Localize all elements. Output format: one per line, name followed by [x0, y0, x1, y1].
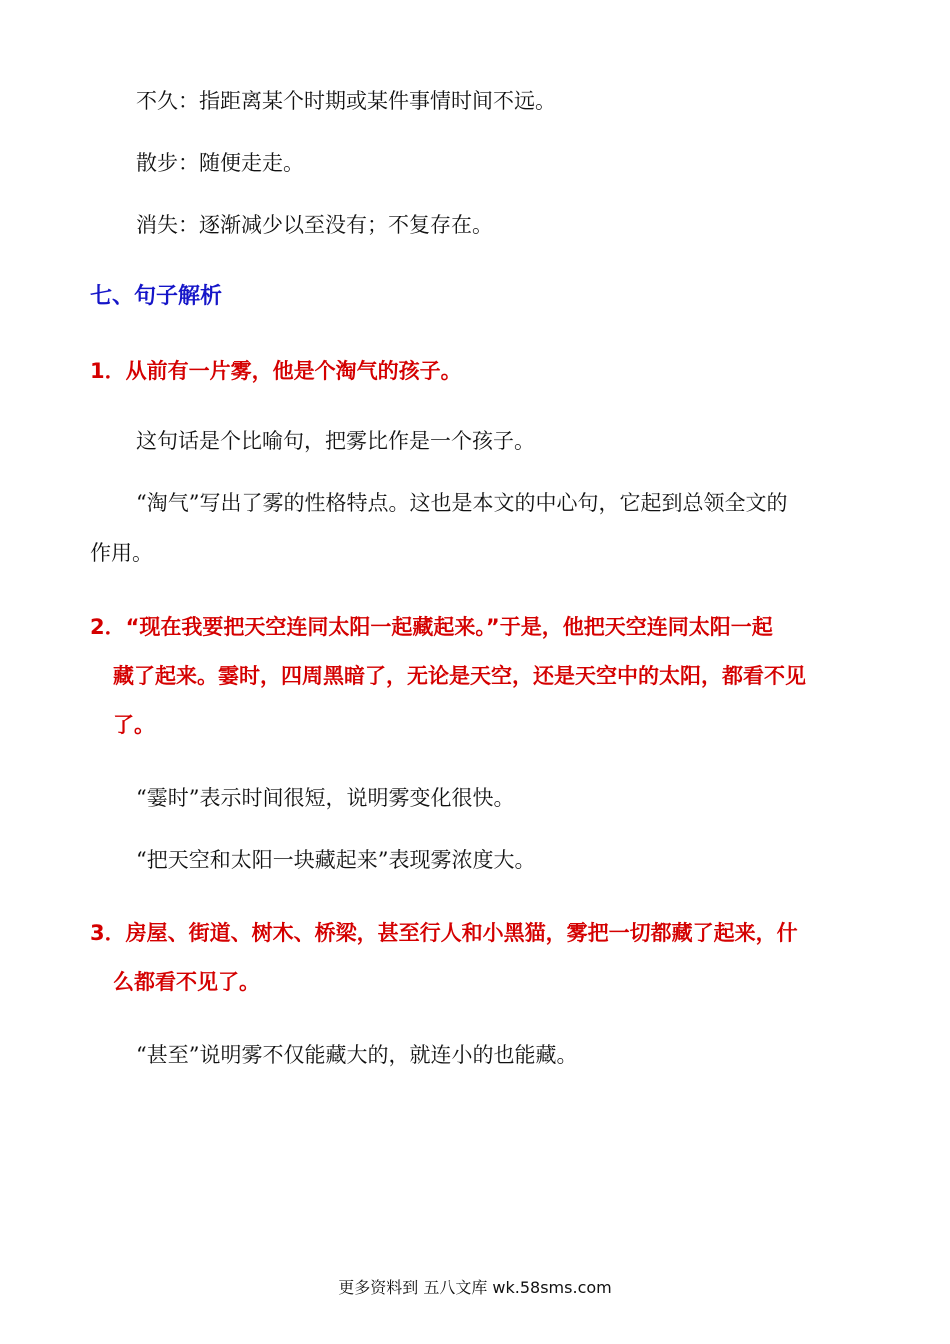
sentence-line: 3．房屋、街道、树木、桥梁，甚至行人和小黑猫，雾把一切都藏了起来，什 [90, 921, 798, 945]
sentence-line: 1．从前有一片雾，他是个淘气的孩子。 [90, 359, 462, 383]
sentence-line: 了。 [113, 713, 155, 737]
analysis-line: 作用。 [90, 541, 153, 565]
definition-item: 消失：逐渐减少以至没有；不复存在。 [136, 213, 493, 237]
section-heading: 七、句子解析 [90, 284, 223, 309]
analysis-line: “霎时”表示时间很短，说明雾变化很快。 [136, 786, 515, 810]
footer-watermark-text: 更多资料到 五八文库 wk.58sms.com [338, 1278, 612, 1297]
definition-item: 不久：指距离某个时期或某件事情时间不远。 [136, 89, 556, 113]
definition-item: 散步：随便走走。 [136, 151, 304, 175]
sentence-line: 么都看不见了。 [113, 970, 260, 994]
analysis-line: 这句话是个比喻句，把雾比作是一个孩子。 [136, 429, 535, 453]
sentence-line: 2．“现在我要把天空连同太阳一起藏起来。”于是，他把天空连同太阳一起 [90, 615, 773, 639]
analysis-line: “把天空和太阳一块藏起来”表现雾浓度大。 [136, 848, 536, 872]
analysis-line: “甚至”说明雾不仅能藏大的，就连小的也能藏。 [136, 1043, 578, 1067]
analysis-line: “淘气”写出了雾的性格特点。这也是本文的中心句，它起到总领全文的 [136, 491, 788, 515]
sentence-line: 藏了起来。霎时，四周黑暗了，无论是天空，还是天空中的太阳，都看不见 [113, 664, 806, 688]
